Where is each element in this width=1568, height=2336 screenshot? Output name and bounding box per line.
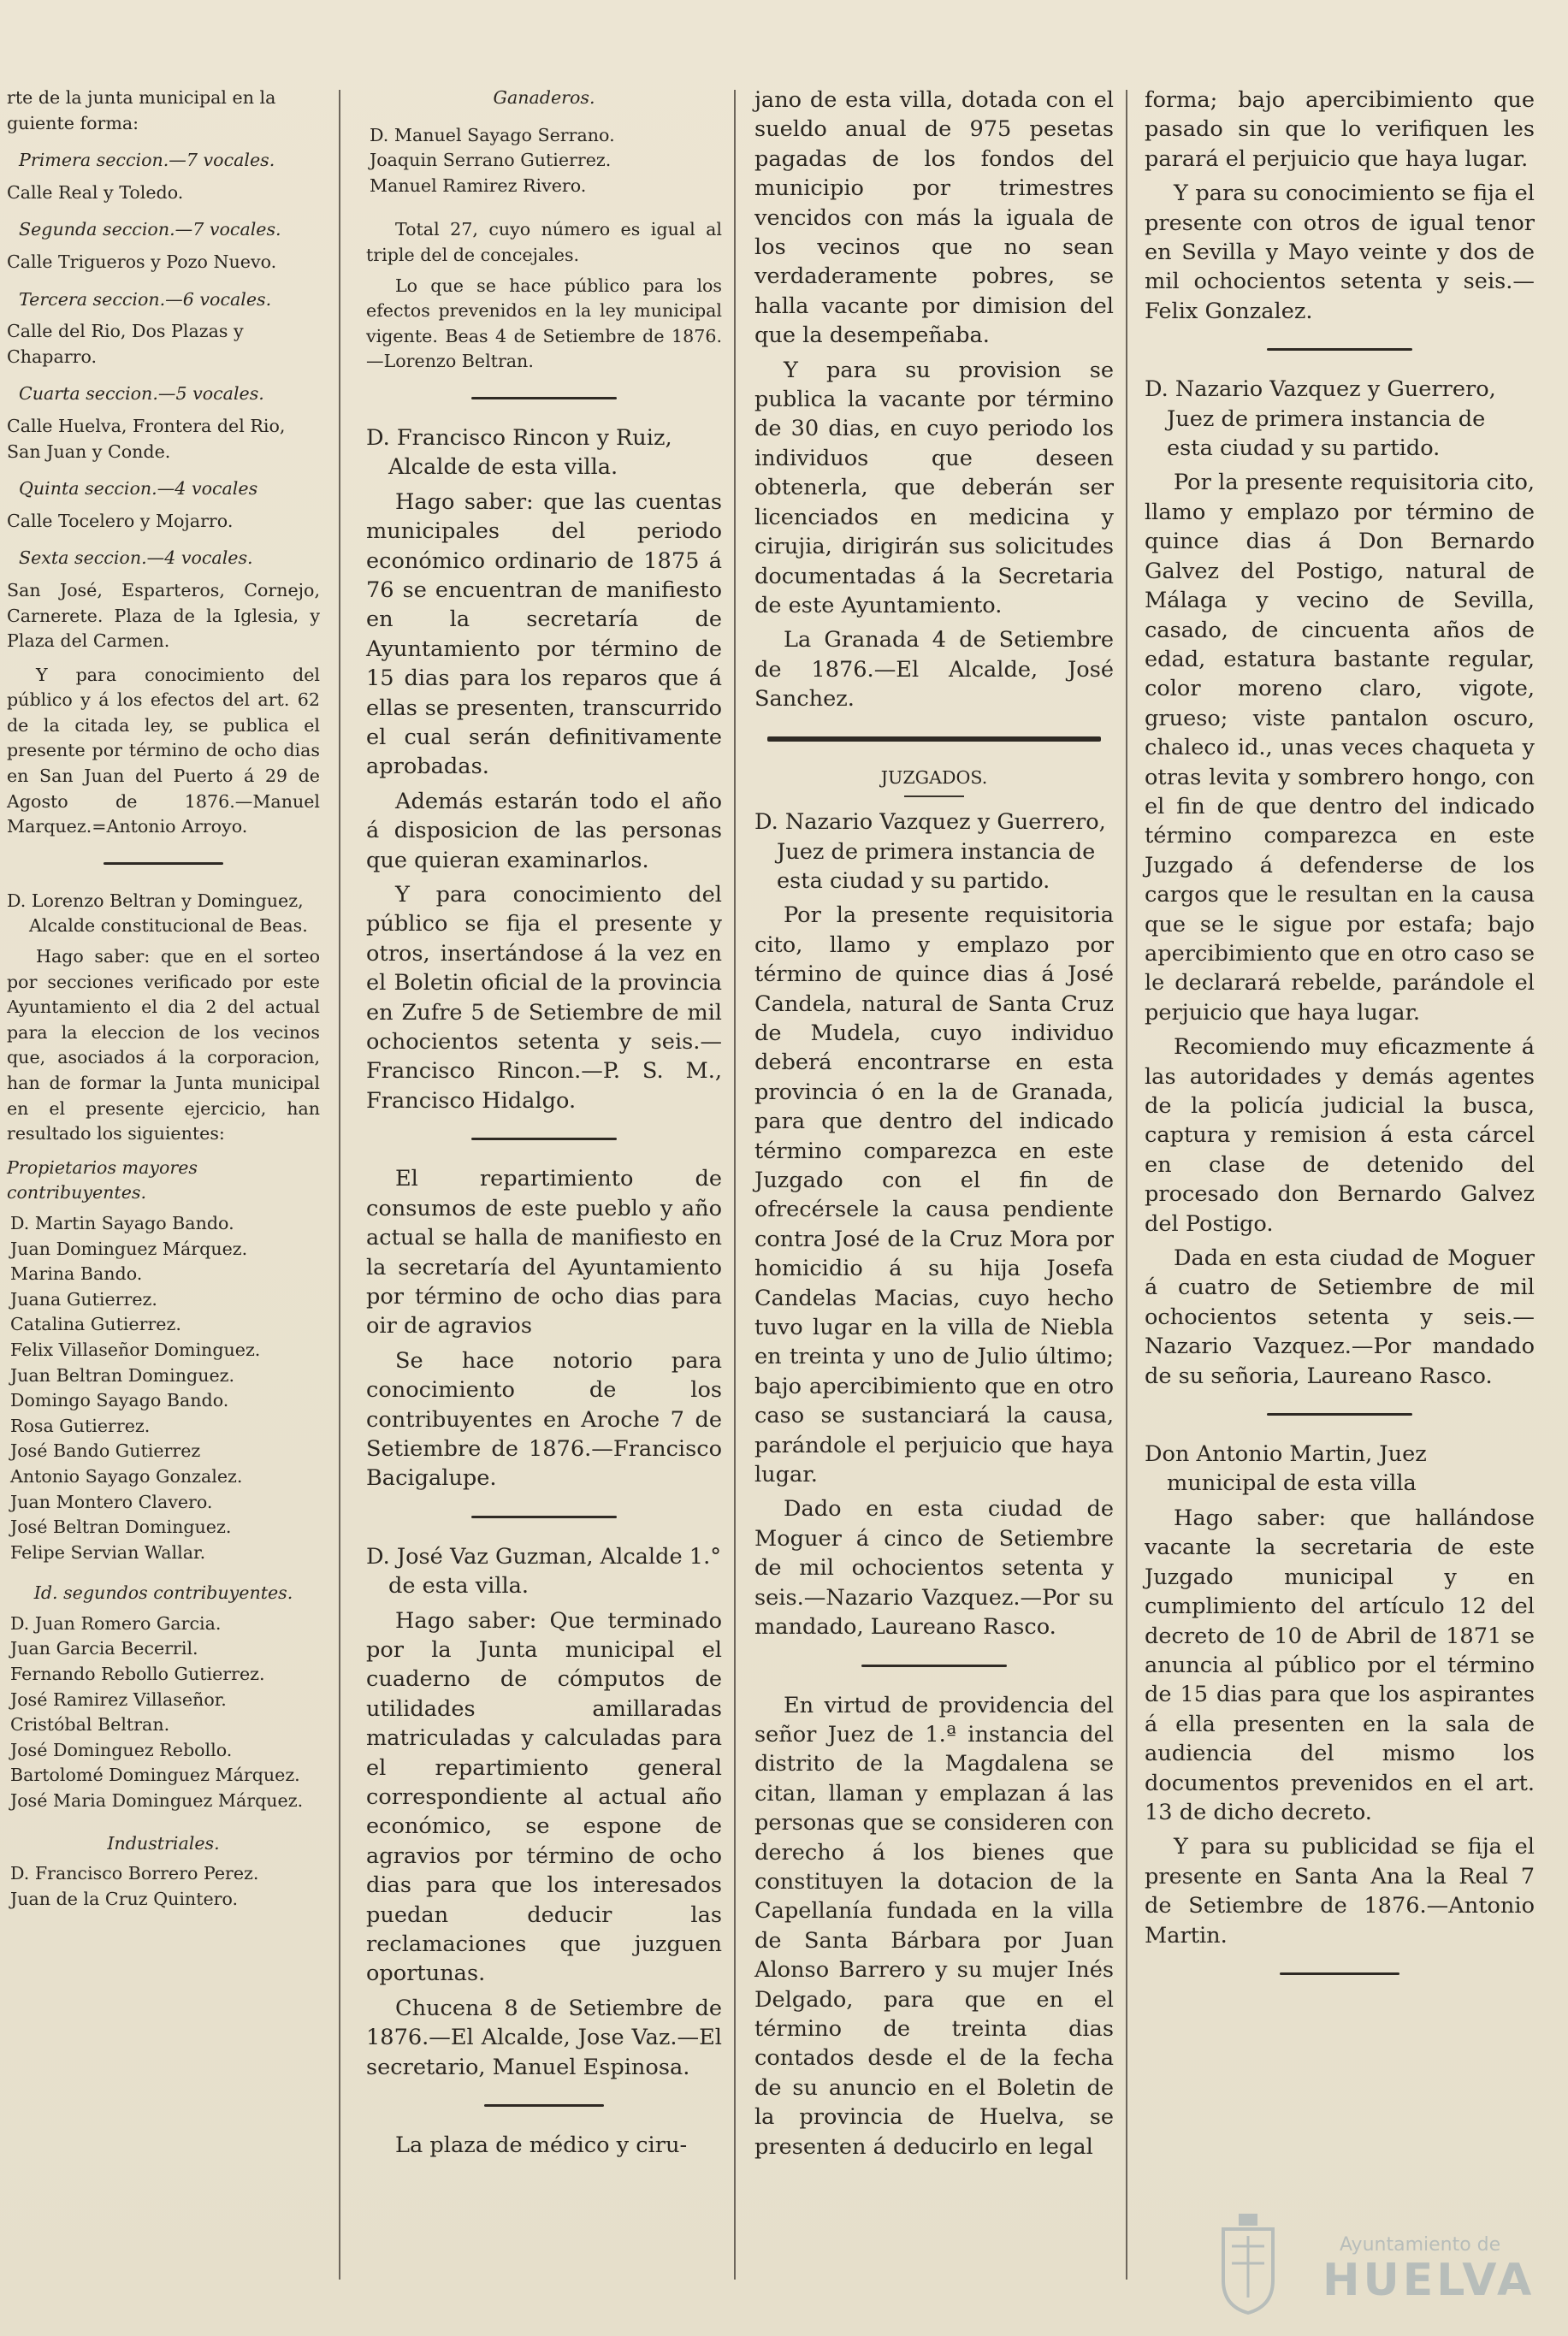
separator [471,1516,617,1518]
section-streets: San José, Esparteros, Cornejo, Carnerete. Plaza de la Iglesia, y Plaza del Carmen. [7,579,320,652]
list-item: D. Juan Romero Garcia. [10,1612,222,1634]
separator [767,736,1101,742]
names-list [366,123,722,199]
list-item: Juan Montero Clavero. [10,1491,213,1512]
notice-body: Hago saber: que en el sorteo por secciones verificado por este Ayuntamiento el dia 2 del actual para la eleccion de los vecinos que, asociados á la corporacion, han de formar la Junta municipal en el presente ejercicio, han resultado los siguientes: [7,946,320,1144]
separator [1280,1972,1399,1975]
section-title: Cuarta seccion.—5 vocales. [19,383,264,405]
list-item: Bartolomé Dominguez Márquez. [10,1765,300,1786]
names-list [7,1211,320,1565]
separator [861,1665,1007,1667]
watermark-logo [1220,2203,1547,2332]
notice-body: Dado en esta ciudad de Moguer á cinco de Setiembre de mil ochocientos setenta y seis.—Nazario Vazquez.—Por su mandado, Laureano Rasco. [754,1496,1114,1641]
notice-body: Recomiendo muy eficazmente á las autoridades y demás agentes de la policía judicial la busca, captura y remision á esta cárcel en clase de detenido del procesado don Bernardo Galvez del Postigo. [1145,1034,1535,1237]
list-item: Domingo Sayago Bando. [10,1390,229,1411]
coat-of-arms-icon [1220,2212,1276,2315]
names-list [7,1612,320,1814]
list-item: Juan Garcia Becerril. [10,1638,198,1659]
watermark-line-1: Ayuntamiento de [1340,2234,1501,2256]
notice-heading: D. Nazario Vazquez y Guerrero, Juez de primera instancia de esta ciudad y su partido. [1145,376,1496,462]
list-item: Marina Bando. [10,1263,143,1285]
section-streets: Calle Tocelero y Mojarro. [7,510,234,531]
list-item: Fernando Rebollo Gutierrez. [10,1664,265,1685]
notice-body: Y para su provision se publica la vacante por término de 30 dias, en cuyo periodo los individuos que deseen obtenerla, que deberán ser licenciados en medicina y cirujia, dirigirán sus solicitudes documentadas á la Secretaria de este Ayuntamiento. [754,357,1114,618]
separator [104,862,223,865]
notice-body: Y para su conocimiento se fija el presente con otros de igual tenor en Sevilla y Mayo veinte y dos de mil ochocientos setenta y seis.—Felix Gonzalez. [1145,180,1535,324]
list-item: D. Francisco Borrero Perez. [10,1863,259,1884]
column-1 [0,86,335,1912]
intro-text: rte de la junta municipal en la guiente forma: [7,87,276,133]
column-2 [349,86,732,2165]
list-title: Propietarios mayores contribuyentes. [7,1156,198,1203]
list-title: Id. segundos contribuyentes. [33,1582,293,1604]
notice-body: Chucena 8 de Setiembre de 1876.—El Alcalde, Jose Vaz.—El secretario, Manuel Espinosa. [366,1995,722,2080]
list-item: Catalina Gutierrez. [10,1314,181,1335]
list-item: Manuel Ramirez Rivero. [370,174,587,196]
separator [1267,348,1412,351]
sections-list [7,148,320,654]
column-3 [741,86,1122,2167]
section-heading: JUZGADOS. [880,766,988,788]
notice-body: El repartimiento de consumos de este pueblo y año actual se halla de manifiesto en la secretaría del Ayuntamiento por término de ocho dias para oir de agravios [366,1166,722,1340]
list-item: Felix Villaseñor Dominguez. [10,1339,261,1360]
list-item: Juan Beltran Dominguez. [10,1364,235,1386]
column-rule [339,90,340,2280]
notice-body: Por la presente requisitoria cito, llamo y emplazo por término de quince dias á Don Bernardo Galvez del Postigo, natural de Málaga y vecino de Sevilla, casado, de cincuenta años de edad, estatura bastante regular, color moreno claro, vigote, grueso; viste pantalon oscuro, chaleco id., unas veces chaqueta y otras levita y sombrero hongo, con el fin de que dentro del indicado término comparezca en este Juzgado á defenderse de los cargos que le resultan en la causa que se le sigue por estafa; bajo apercibimiento que en otro caso se le declarará rebelde, parándole el perjuicio que haya lugar. [1145,470,1535,1026]
list-item: D. Manuel Sayago Serrano. [370,124,615,145]
column-rule [734,90,736,2280]
list-item: Felipe Servian Wallar. [10,1541,206,1563]
notice-body: En virtud de providencia del señor Juez de 1.ª instancia del distrito de la Magdalena se citan, llaman y emplazan á las personas que se consideren con derecho á los bienes que constituyen la dotacion de la Capellanía fundada en la villa de Santa Bárbara por Juan Alonso Barrero y su mujer Inés Delgado, para que en el término de treinta dias contados desde el de la fecha de su anuncio en el Boletin de la provincia de Huelva, se presenten á deducirlo en legal [754,1692,1114,2160]
section-streets: Calle Huelva, Frontera del Rio, San Juan y Conde. [7,415,286,462]
section-title: Segunda seccion.—7 vocales. [19,219,281,240]
separator [471,397,617,399]
notice-body: Dada en esta ciudad de Moguer á cuatro de Setiembre de mil ochocientos setenta y seis.—Nazario Vazquez.—Por mandado de su señoria, Laureano Rasco. [1145,1245,1535,1389]
separator [471,1138,617,1140]
notice-heading: D. Francisco Rincon y Ruiz, Alcalde de esta villa. [366,424,672,481]
names-list [7,1861,320,1912]
section-streets: Calle del Rio, Dos Plazas y Chaparro. [7,321,244,367]
notice-body: Hago saber: Que terminado por la Junta municipal el cuaderno de cómputos de utilidades amillaradas matriculadas y calculadas para el repartimiento general correspondiente al actual año económico, se espone de agravios por término de ocho dias para que los interesados puedan deducir las reclamaciones que juzguen oportunas. [366,1607,722,1987]
list-title: Industriales. [107,1832,220,1854]
list-item: José Beltran Dominguez. [10,1517,232,1538]
notice-body: La plaza de médico y ciru- [395,2132,688,2159]
list-title: Ganaderos. [493,87,595,108]
separator [904,795,964,797]
notice-body: Hago saber: que hallándose vacante la secretaria de este Juzgado municipal y en cumplimiento del artículo 12 del decreto de 10 de Abril de 1871 se anuncia al público por el término de 15 dias para que los aspirantes á ella presenten en la sala de audiencia del mismo los documentos prevenidos en el art. 13 de dicho decreto. [1145,1505,1535,1825]
notice-body: Se hace notorio para conocimiento de los contribuyentes en Aroche 7 de Setiembre de 1876.—Francisco Bacigalupe. [366,1347,722,1492]
notice-body: Lo que se hace público para los efectos prevenidos en la ley municipal vigente. Beas 4 de Setiembre de 1876.—Lorenzo Beltran. [366,275,722,372]
notice-body: Y para su publicidad se fija el presente en Santa Ana la Real 7 de Setiembre de 1876.—Antonio Martin. [1145,1834,1535,1949]
notice-body: Y para conocimiento del público se fija el presente y otros, insertándose á la vez en el Boletin oficial de la provincia en Zufre 5 de Setiembre de mil ochocientos setenta y seis.—Francisco Rincon.—P. S. M., Francisco Hidalgo. [366,882,722,1114]
section-title: Sexta seccion.—4 vocales. [19,547,253,569]
section-title: Primera seccion.—7 vocales. [19,150,275,171]
watermark-line-2: HUELVA [1322,2255,1535,2306]
list-item: José Dominguez Rebollo. [10,1739,233,1760]
section-streets: Calle Real y Toledo. [7,181,184,203]
notice-heading: Don Antonio Martin, Juez municipal de esta villa [1145,1441,1427,1497]
list-item: D. Martin Sayago Bando. [10,1212,234,1233]
notice-body: forma; bajo apercibimiento que pasado sin que lo verifiquen les parará el perjuicio que haya lugar. [1145,87,1535,172]
notice-heading: D. José Vaz Guzman, Alcalde 1.° de esta villa. [366,1543,721,1600]
notice-heading: D. Nazario Vazquez y Guerrero, Juez de primera instancia de esta ciudad y su partido. [754,809,1106,894]
notice-body: Además estarán todo el año á disposicion de las personas que quieran examinarlos. [366,788,722,873]
list-item: Cristóbal Beltran. [10,1714,170,1736]
closing-text: Y para conocimiento del público y á los efectos del art. 62 de la citada ley, se publica el presente por término de ocho dias en San Juan del Puerto á 29 de Agosto de 1876.—Manuel Marquez.=Antonio Arroyo. [7,664,320,837]
notice-body: Por la presente requisitoria cito, llamo y emplazo por término de quince dias á José Candela, natural de Santa Cruz de Mudela, cuyo individuo deberá encontrarse en esta provincia ó en la de Granada, para que dentro del indicado término comparezca en este Juzgado con el fin de ofrecérsele la causa pendiente contra José de la Cruz Mora por homicidio á su hija Josefa Candelas Macias, cuyo hecho tuvo lugar en la villa de Niebla en treinta y uno de Julio último; bajo apercibimiento que en otro caso se sustanciará la causa, parándole el perjuicio que haya lugar. [754,902,1114,1488]
separator [1267,1413,1412,1416]
list-item: José Bando Gutierrez [10,1440,201,1462]
list-item: Antonio Sayago Gonzalez. [10,1465,243,1487]
notice-body: jano de esta villa, dotada con el sueldo anual de 975 pesetas pagadas de los fondos del municipio por trimestres vencidos con más la iguala de los vecinos que no sean verdaderamente pobres, se halla vacante por dimision del que la desempeñaba. [754,87,1114,349]
list-item: Joaquin Serrano Gutierrez. [370,150,612,171]
notice-body: Total 27, cuyo número es igual al triple del de concejales. [366,219,722,265]
column-rule [1126,90,1127,2280]
column-4 [1131,86,1543,1999]
list-item: Rosa Gutierrez. [10,1415,151,1436]
list-item: José Maria Dominguez Márquez. [10,1790,304,1812]
notice-body: La Granada 4 de Setiembre de 1876.—El Alcalde, José Sanchez. [754,627,1114,713]
list-item: Juana Gutierrez. [10,1288,157,1310]
section-title: Quinta seccion.—4 vocales [19,478,258,500]
section-streets: Calle Trigueros y Pozo Nuevo. [7,251,277,272]
separator [484,2104,604,2107]
list-item: José Ramirez Villaseñor. [10,1688,227,1710]
list-item: Juan de la Cruz Quintero. [10,1888,239,1909]
notice-heading: D. Lorenzo Beltran y Dominguez, Alcalde constitucional de Beas. [7,890,308,937]
notice-body: Hago saber: que las cuentas municipales del periodo económico ordinario de 1875 á 76 se encuentran de manifiesto en la secretaría de Ayuntamiento por término de 15 dias para los reparos que á ellas se presenten, transcurrido el cual serán definitivamente aprobadas. [366,488,722,780]
list-item: Juan Dominguez Márquez. [10,1238,248,1259]
section-title: Tercera seccion.—6 vocales. [19,288,272,310]
